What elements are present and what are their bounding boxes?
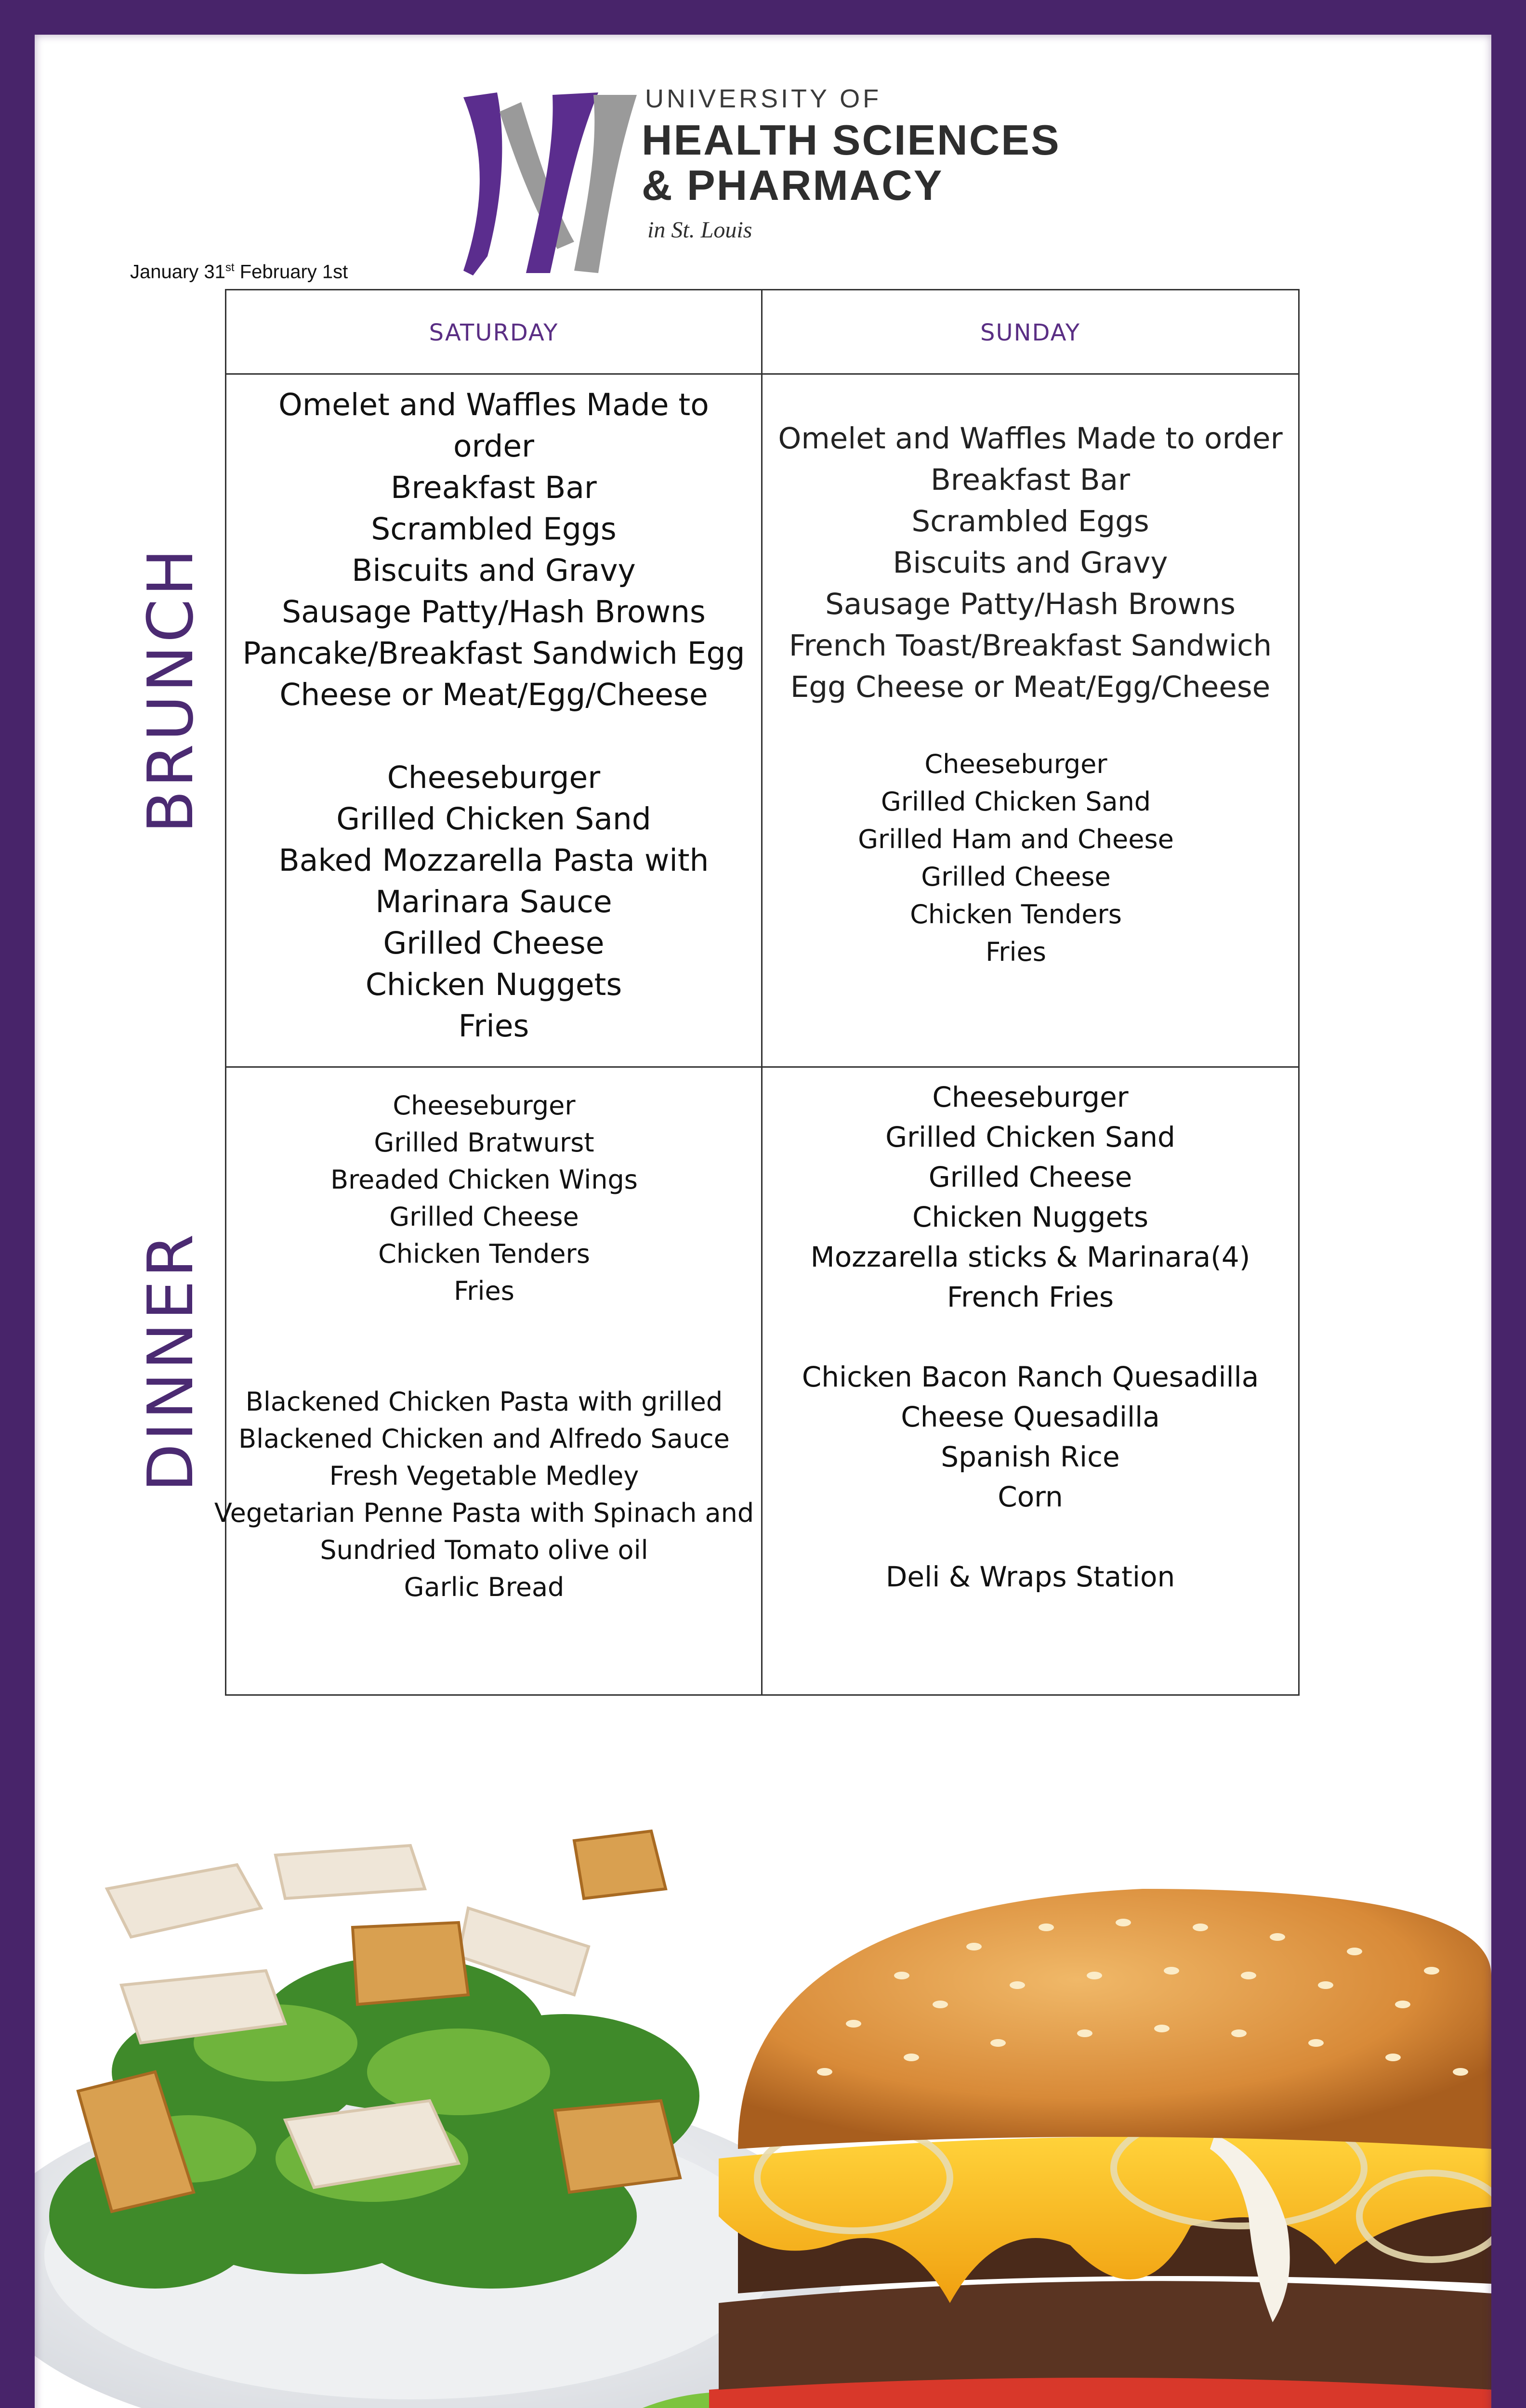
list-item: Biscuits and Gravy bbox=[893, 546, 1168, 580]
meal-label-dinner: DINNER bbox=[134, 1231, 207, 1492]
day-header-sunday: SUNDAY bbox=[980, 319, 1081, 346]
list-item: Breakfast Bar bbox=[391, 470, 597, 505]
list-item: Chicken Tenders bbox=[378, 1239, 590, 1269]
list-item: Grilled Bratwurst bbox=[374, 1127, 594, 1158]
dinner-saturday-cell bbox=[214, 1066, 763, 1696]
brunch-saturday-cell bbox=[225, 373, 763, 1068]
list-item: Omelet and Waffles Made to bbox=[278, 387, 709, 422]
list-item: Baked Mozzarella Pasta with bbox=[278, 843, 709, 878]
menu-date bbox=[130, 261, 348, 283]
list-item: Chicken Nuggets bbox=[365, 967, 622, 1002]
brunch-saturday-list bbox=[226, 384, 761, 1047]
list-item: Scrambled Eggs bbox=[371, 511, 617, 547]
brunch-sunday-list-2 bbox=[734, 746, 1298, 971]
list-item: Deli & Wraps Station bbox=[885, 1560, 1175, 1593]
list-item: order bbox=[453, 429, 534, 464]
list-item: Grilled Cheese bbox=[928, 1161, 1132, 1193]
list-item: Sundried Tomato olive oil bbox=[320, 1535, 648, 1565]
list-item: Grilled Chicken Sand bbox=[881, 786, 1151, 817]
list-item: Cheese or Meat/Egg/Cheese bbox=[279, 677, 708, 712]
list-item: Chicken Bacon Ranch Quesadilla bbox=[802, 1361, 1259, 1393]
list-item: Sausage Patty/Hash Browns bbox=[282, 594, 706, 629]
list-item: Scrambled Eggs bbox=[911, 504, 1149, 538]
list-item: Cheeseburger bbox=[387, 760, 601, 795]
list-item: Vegetarian Penne Pasta with Spinach and bbox=[214, 1498, 754, 1528]
list-item: Blackened Chicken Pasta with grilled bbox=[245, 1387, 723, 1417]
list-item: Cheeseburger bbox=[924, 749, 1107, 779]
header-cell-saturday bbox=[225, 289, 763, 375]
brunch-sunday-cell bbox=[761, 373, 1300, 1068]
university-name-line2: HEALTH SCIENCES bbox=[642, 116, 1061, 164]
list-item: Fries bbox=[986, 937, 1046, 967]
university-logo-icon bbox=[454, 83, 646, 285]
date-superscript: st bbox=[225, 261, 235, 274]
list-item: Breakfast Bar bbox=[930, 463, 1131, 497]
list-item: Pancake/Breakfast Sandwich Egg bbox=[242, 636, 745, 671]
university-name-line3: & PHARMACY bbox=[642, 161, 944, 209]
list-item: Biscuits and Gravy bbox=[352, 553, 636, 588]
list-item: Spanish Rice bbox=[941, 1440, 1120, 1473]
date-part2: February 1st bbox=[234, 261, 348, 283]
list-item: Grilled Chicken Sand bbox=[885, 1121, 1175, 1153]
list-spacer bbox=[226, 716, 761, 757]
list-item: Grilled Cheese bbox=[383, 926, 605, 961]
university-name-line1: UNIVERSITY OF bbox=[645, 84, 882, 113]
list-item: Chicken Tenders bbox=[910, 899, 1122, 929]
dinner-saturday-list-1 bbox=[207, 1087, 761, 1309]
list-item: Cheeseburger bbox=[393, 1090, 576, 1121]
list-item: Grilled Cheese bbox=[921, 862, 1111, 892]
dinner-saturday-list-2 bbox=[207, 1383, 761, 1606]
list-item: Grilled Ham and Cheese bbox=[858, 824, 1174, 854]
menu-table bbox=[214, 289, 1300, 1696]
dinner-sunday-list bbox=[763, 1077, 1298, 1597]
list-item: French Fries bbox=[947, 1281, 1114, 1313]
list-item: Omelet and Waffles Made to order bbox=[778, 421, 1283, 456]
brunch-sunday-list-1 bbox=[763, 418, 1298, 708]
list-item: Breaded Chicken Wings bbox=[330, 1165, 638, 1195]
menu-poster bbox=[35, 35, 1491, 2408]
list-item: Marinara Sauce bbox=[375, 884, 612, 919]
list-item: Grilled Cheese bbox=[389, 1202, 579, 1232]
header-cell-sunday bbox=[761, 289, 1300, 375]
list-item: Blackened Chicken and Alfredo Sauce bbox=[238, 1424, 730, 1454]
dinner-sunday-cell bbox=[761, 1066, 1300, 1696]
list-item: Corn bbox=[998, 1480, 1063, 1513]
list-item: French Toast/Breakfast Sandwich bbox=[789, 628, 1272, 663]
list-item: Grilled Chicken Sand bbox=[336, 801, 651, 837]
list-spacer bbox=[763, 1317, 1298, 1357]
list-item: Sausage Patty/Hash Browns bbox=[825, 587, 1236, 621]
day-header-saturday: SATURDAY bbox=[429, 319, 559, 346]
list-item: Egg Cheese or Meat/Egg/Cheese bbox=[790, 670, 1271, 704]
meal-label-brunch: BRUNCH bbox=[134, 546, 207, 834]
list-item: Cheeseburger bbox=[932, 1081, 1129, 1113]
date-part1: January 31 bbox=[130, 261, 225, 283]
list-item: Chicken Nuggets bbox=[912, 1201, 1149, 1233]
list-item: Fries bbox=[458, 1008, 529, 1044]
list-item: Mozzarella sticks & Marinara(4) bbox=[810, 1241, 1250, 1273]
food-photo-icon bbox=[35, 1638, 1491, 2408]
list-item: Fries bbox=[454, 1276, 514, 1306]
list-item: Cheese Quesadilla bbox=[901, 1400, 1160, 1433]
list-spacer bbox=[763, 1517, 1298, 1557]
list-item: Garlic Bread bbox=[404, 1572, 565, 1602]
list-item: Fresh Vegetable Medley bbox=[329, 1461, 639, 1491]
university-location: in St. Louis bbox=[647, 217, 752, 243]
